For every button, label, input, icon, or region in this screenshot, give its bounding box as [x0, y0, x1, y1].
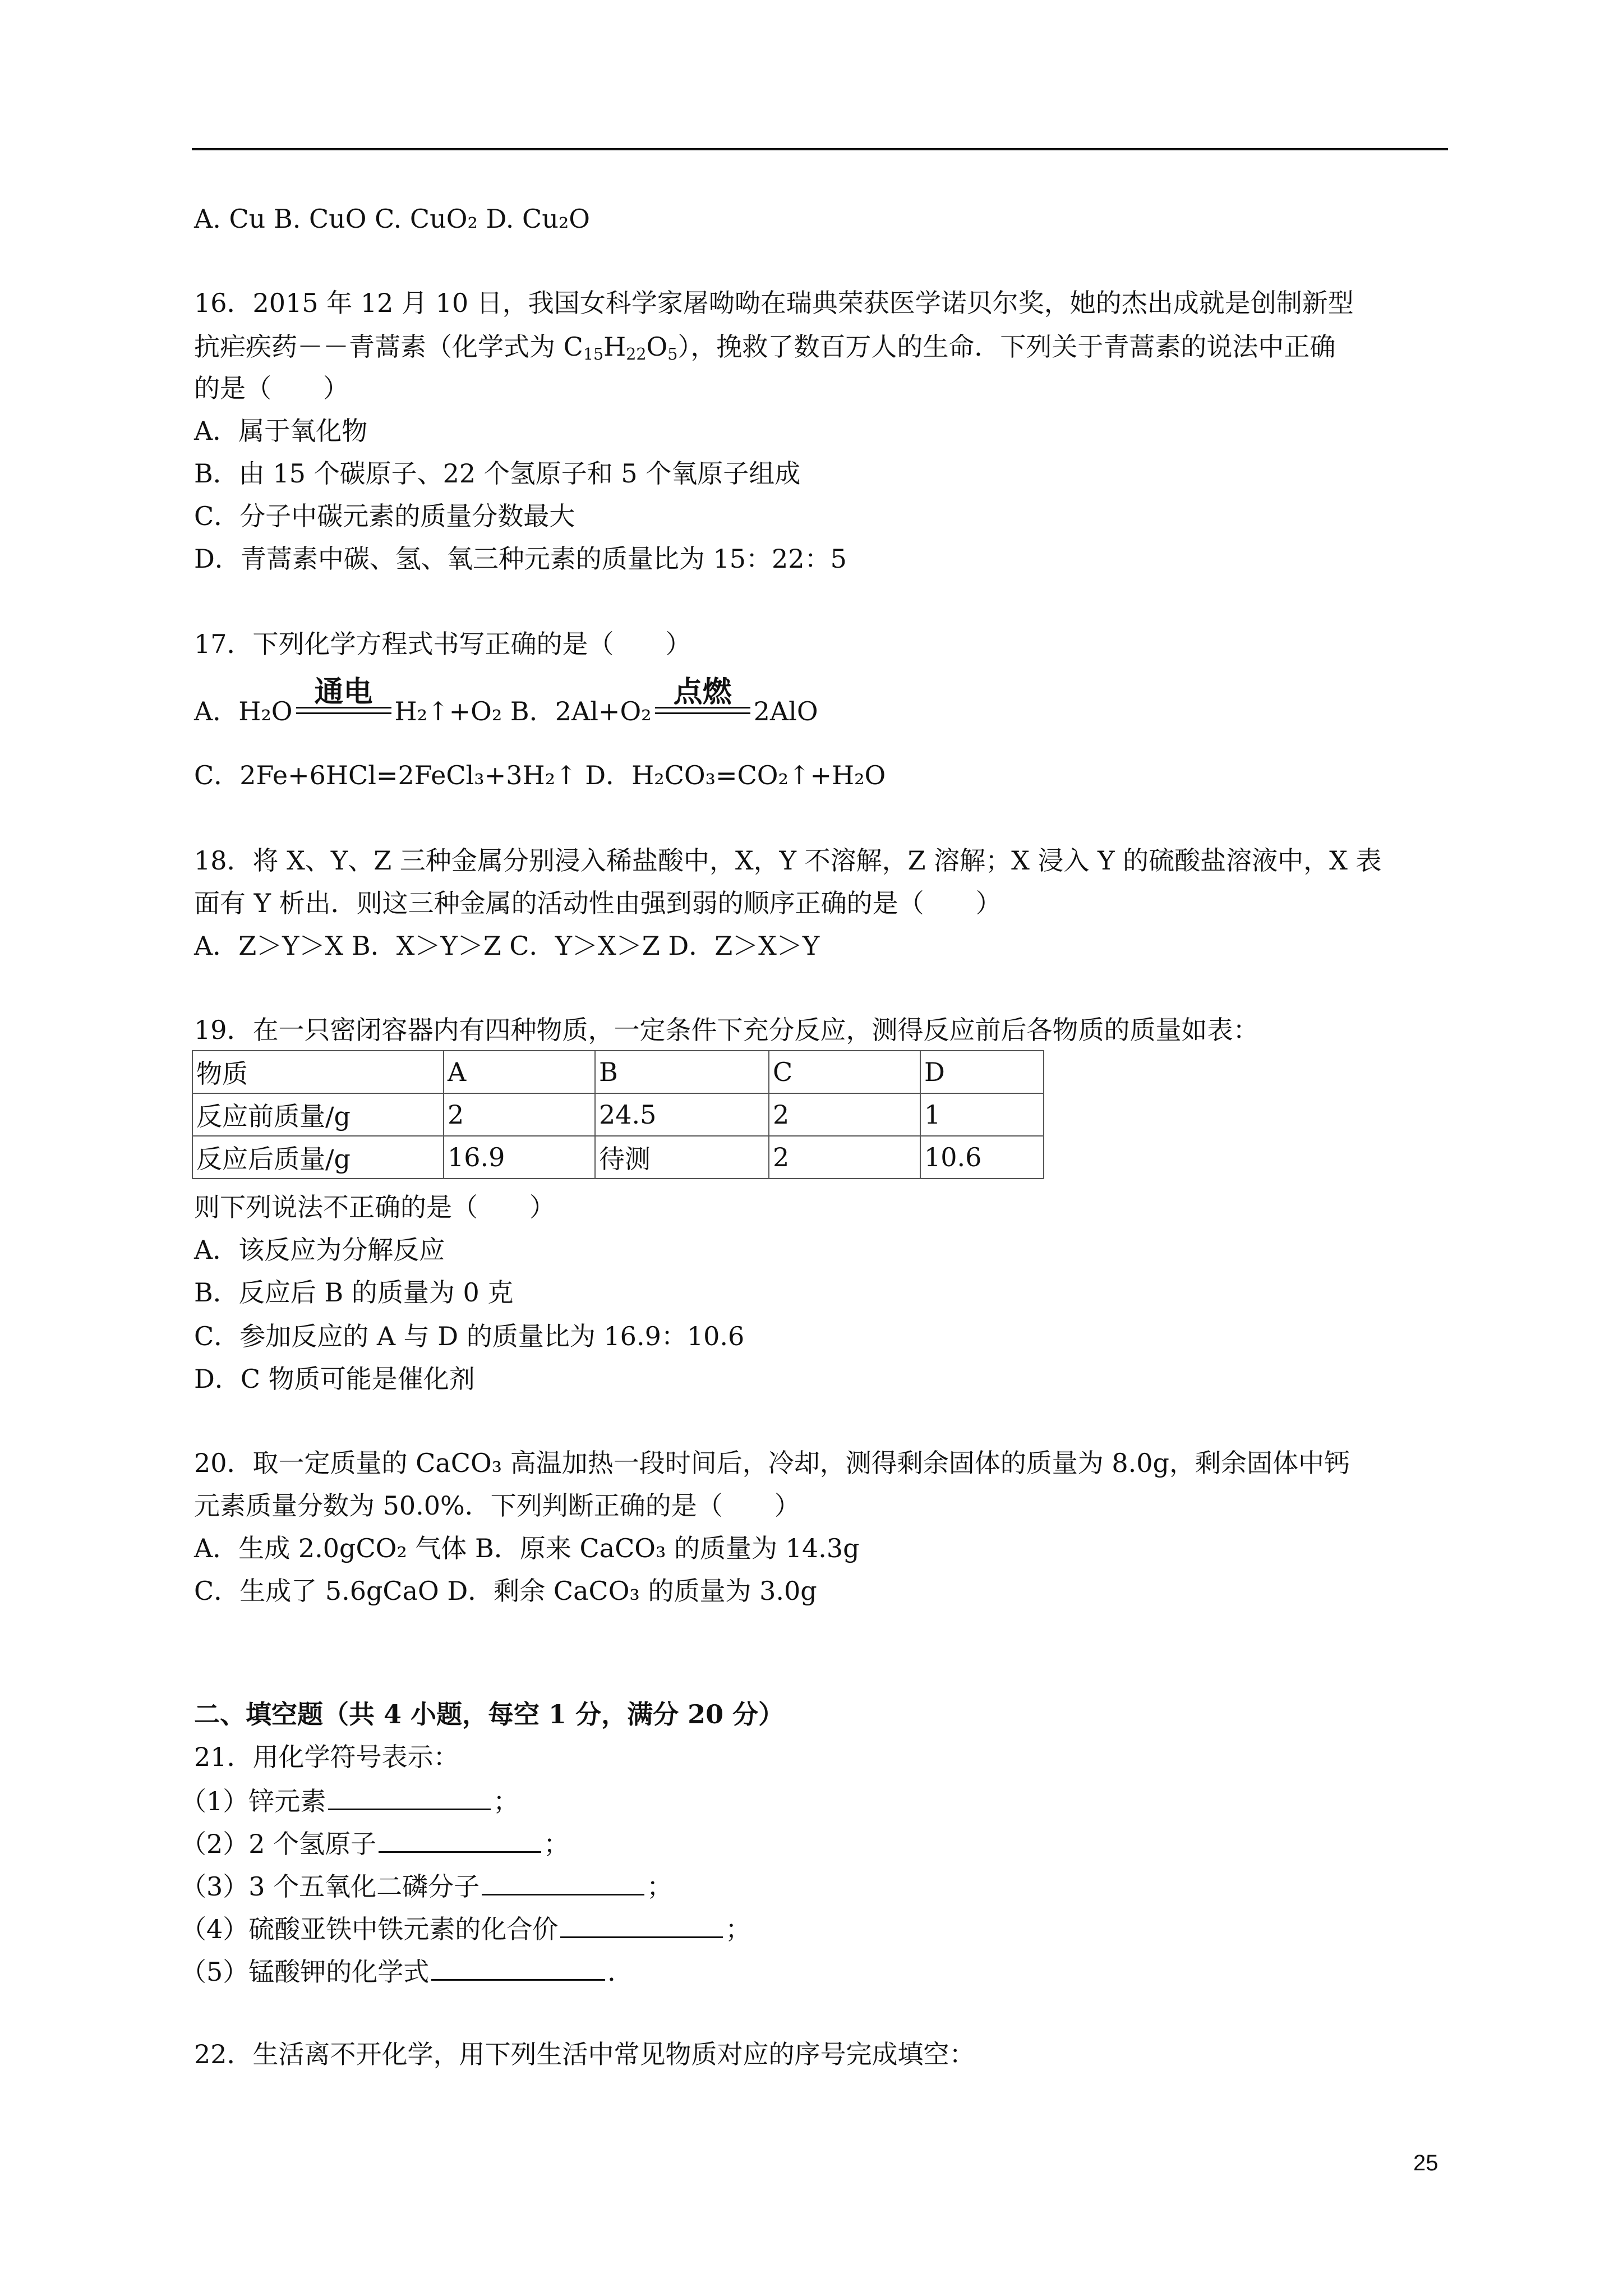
- q16-line3: 的是（ ）: [194, 373, 349, 403]
- q15-options: A. Cu B. CuO C. CuO₂ D. Cu₂O: [194, 204, 590, 234]
- q21-item-3: （3）3 个五氧化二磷分子 ；: [181, 1868, 672, 1903]
- answer-blank[interactable]: [379, 1825, 541, 1853]
- table-cell: 反应前质量/g: [192, 1093, 444, 1136]
- q16-option-d: D．青蒿素中碳、氢、氧三种元素的质量比为 15：22：5: [194, 544, 847, 574]
- table-header-row: [192, 1051, 1044, 1093]
- table-row: [192, 1093, 1044, 1136]
- q18-options: A．Z＞Y＞X B．X＞Y＞Z C．Y＞X＞Z D．Z＞X＞Y: [194, 931, 820, 961]
- q20-option-ab: A．生成 2.0gCO₂ 气体 B．原来 CaCO₃ 的质量为 14.3g: [194, 1533, 860, 1563]
- table-cell: 待测: [595, 1136, 769, 1179]
- table-cell: 反应后质量/g: [192, 1136, 444, 1179]
- q16-line1: 16．2015 年 12 月 10 日，我国女科学家屠呦呦在瑞典荣获医学诺贝尔奖，她的杰出成就是创制新型: [194, 288, 1354, 318]
- q17-option-ab: A．H₂O 通电 H₂↑+O₂ B．2Al+O₂ 点燃 2AlO: [194, 694, 818, 728]
- q18-line2: 面有 Y 析出．则这三种金属的活动性由强到弱的顺序正确的是（ ）: [194, 888, 1002, 918]
- answer-blank[interactable]: [431, 1953, 605, 1981]
- q19-question: 则下列说法不正确的是（ ）: [194, 1192, 555, 1222]
- header-rule: [192, 148, 1448, 150]
- q21-stem: 21．用化学符号表示：: [194, 1742, 459, 1772]
- q17-option-cd: C．2Fe+6HCl=2FeCl₃+3H₂↑ D．H₂CO₃=CO₂↑+H₂O: [194, 760, 886, 790]
- answer-blank[interactable]: [560, 1911, 723, 1938]
- table-cell: C: [769, 1051, 920, 1093]
- q16-line2: 抗疟疾药－－青蒿素（化学式为 $C_{15}H_{22}O_5$），挽救了数百万人的生命．下列关于青蒿素的说法中正确: [194, 332, 1336, 364]
- q16-option-a: A．属于氧化物: [194, 416, 368, 446]
- q19-option-a: A．该反应为分解反应: [194, 1235, 445, 1265]
- reaction-condition-ignition: 点燃: [655, 694, 750, 728]
- table-cell: 16.9: [444, 1136, 595, 1179]
- q16-option-c: C．分子中碳元素的质量分数最大: [194, 501, 575, 531]
- q19-option-d: D．C 物质可能是催化剂: [194, 1364, 475, 1394]
- table-cell: 2: [769, 1136, 920, 1179]
- q21-item-1: （1）锌元素 ；: [181, 1783, 519, 1818]
- mass-table: [192, 1050, 1044, 1179]
- q16-option-b: B．由 15 个碳原子、22 个氢原子和 5 个氧原子组成: [194, 458, 801, 489]
- table-cell: D: [920, 1051, 1044, 1093]
- q18-line1: 18．将 X、Y、Z 三种金属分别浸入稀盐酸中，X，Y 不溶解，Z 溶解；X 浸入 Y 的硫酸盐溶液中，X 表: [194, 845, 1382, 876]
- q17-stem: 17．下列化学方程式书写正确的是（ ）: [194, 629, 691, 659]
- page-number: 25: [1413, 2151, 1438, 2175]
- q19-option-c: C．参加反应的 A 与 D 的质量比为 16.9：10.6: [194, 1321, 745, 1351]
- section-heading: 二、填空题（共 4 小题，每空 1 分，满分 20 分）: [194, 1699, 785, 1729]
- table-cell: A: [444, 1051, 595, 1093]
- q20-line2: 元素质量分数为 50.0%．下列判断正确的是（ ）: [194, 1490, 800, 1521]
- table-cell: 10.6: [920, 1136, 1044, 1179]
- table-cell: 2: [769, 1093, 920, 1136]
- table-cell: 24.5: [595, 1093, 769, 1136]
- q19-option-b: B．反应后 B 的质量为 0 克: [194, 1277, 514, 1308]
- table-cell: B: [595, 1051, 769, 1093]
- q22-stem: 22．生活离不开化学，用下列生活中常见物质对应的序号完成填空：: [194, 2039, 975, 2069]
- table-cell: 1: [920, 1093, 1044, 1136]
- table-cell: 物质: [192, 1051, 444, 1093]
- reaction-condition-electrolysis: 通电: [296, 694, 391, 728]
- q21-item-2: （2）2 个氢原子 ；: [181, 1825, 569, 1861]
- q19-stem: 19．在一只密闭容器内有四种物质，一定条件下充分反应，测得反应前后各物质的质量如表：: [194, 1015, 1259, 1045]
- q20-option-cd: C．生成了 5.6gCaO D．剩余 CaCO₃ 的质量为 3.0g: [194, 1576, 817, 1606]
- answer-blank[interactable]: [482, 1868, 644, 1895]
- q21-item-5: （5）锰酸钾的化学式 ．: [181, 1953, 633, 1989]
- q20-line1: 20．取一定质量的 CaCO₃ 高温加热一段时间后，冷却，测得剩余固体的质量为 8.0g，剩余固体中钙: [194, 1448, 1350, 1478]
- table-row: [192, 1136, 1044, 1179]
- answer-blank[interactable]: [328, 1783, 491, 1810]
- q21-item-4: （4）硫酸亚铁中铁元素的化合价 ；: [181, 1911, 751, 1946]
- table-cell: 2: [444, 1093, 595, 1136]
